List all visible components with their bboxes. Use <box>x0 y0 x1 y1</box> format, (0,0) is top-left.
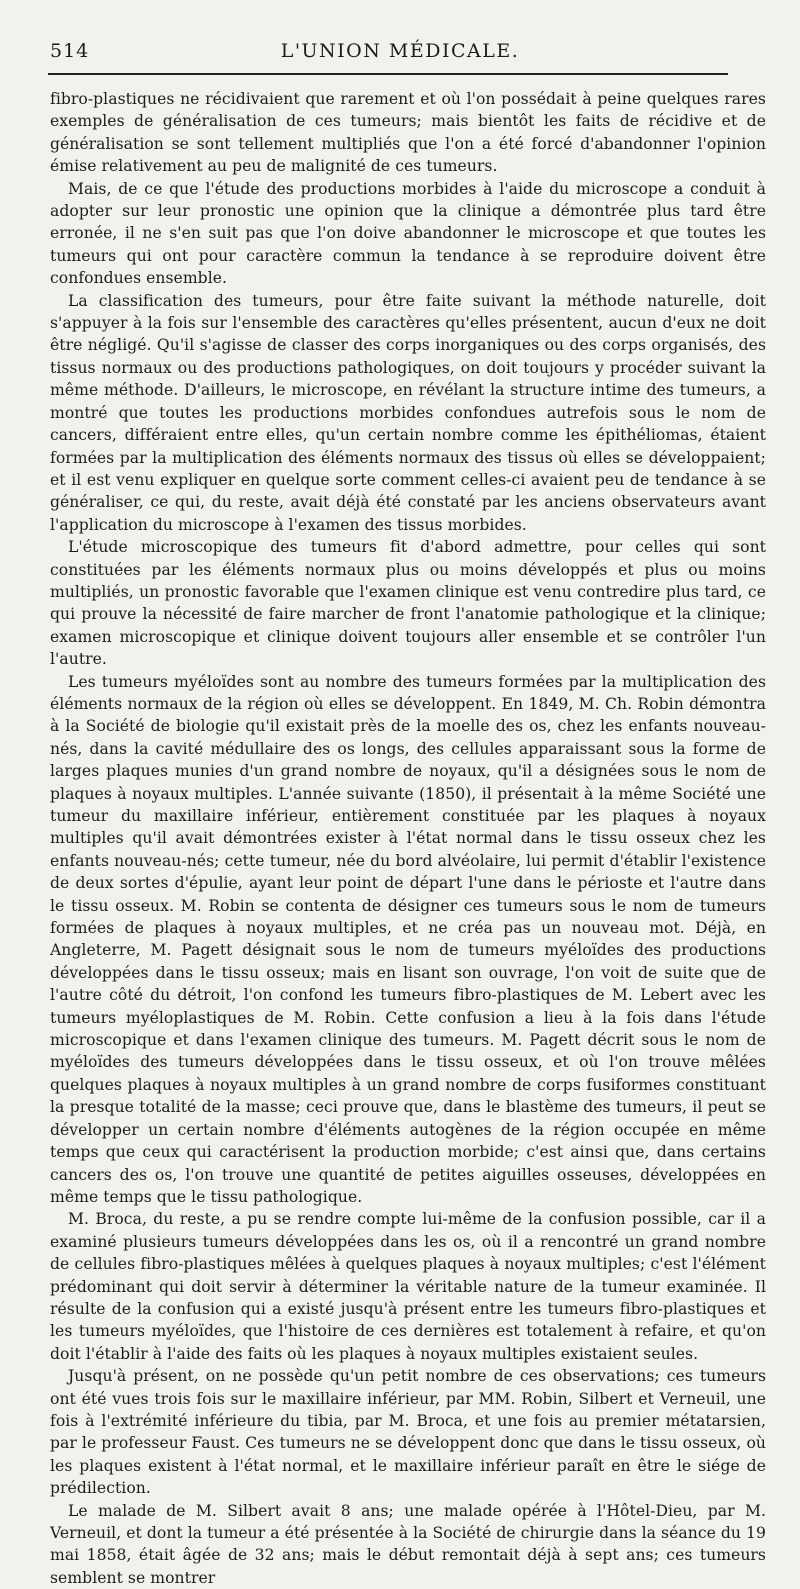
paragraph: Mais, de ce que l'étude des productions morbides à l'aide du microscope a conduit à adopter sur leur pronostic une opinion que la clinique a démontrée plus tard être erronée, il ne s'en suit pas que l'on doive abandonner le microscope et que toutes les tumeurs qui ont pour caractère commun la tendance à se reproduire doivent être confondues ensemble. <box>50 179 766 288</box>
page-number: 514 <box>50 40 90 62</box>
header-rule <box>48 73 728 75</box>
paragraph: Le malade de M. Silbert avait 8 ans; une malade opérée à l'Hôtel-Dieu, par M. Verneuil, et dont la tumeur a été présentée à la Société de chirurgie dans la séance du 19 mai 1858, était âgée de 32 ans; mais le début remontait déjà à sept ans; ces tumeurs semblent se montrer <box>50 1501 766 1587</box>
article-body <box>50 88 766 1589</box>
paragraph: Les tumeurs myéloïdes sont au nombre des tumeurs formées par la multiplication des éléments normaux de la région où elles se développent. En 1849, M. Ch. Robin démontra à la Société de biologie qu'il existait près de la moelle des os, chez les enfants nouveau-nés, dans la cavité médullaire des os longs, des cellules apparaissant sous la forme de larges plaques munies d'un grand nombre de noyaux, qu'il a désignées sous le nom de plaques à noyaux multiples. L'année suivante (1850), il présentait à la même Société une tumeur du maxillaire inférieur, entièrement constituée par les plaques à noyaux multiples qu'il avait démontrées exister à l'état normal dans le tissu osseux chez les enfants nouveau-nés; cette tumeur, née du bord alvéolaire, lui permit d'établir l'existence de deux sortes d'épulie, ayant leur point de départ l'une dans le périoste et l'autre dans le tissu osseux. M. Robin se contenta de désigner ces tumeurs sous le nom de tumeurs formées de plaques à noyaux multiples, et ne créa pas un nouveau mot. Déjà, en Angleterre, M. Pagett désignait sous le nom de tumeurs myéloïdes des productions développées dans le tissu osseux; mais en lisant son ouvrage, l'on voit de suite que de l'autre côté du détroit, l'on confond les tumeurs fibro-plastiques de M. Lebert avec les tumeurs myéloplastiques de M. Robin. Cette confusion a lieu à la fois dans l'étude microscopique et dans l'examen clinique des tumeurs. M. Pagett décrit sous le nom de myéloïdes des tumeurs développées dans le tissu osseux, et où l'on trouve mêlées quelques plaques à noyaux multiples à un grand nombre de corps fusiformes constituant la presque totalité de la masse; ceci prouve que, dans le blastème des tumeurs, il peut se développer un certain nombre d'éléments autogènes de la région occupée en même temps que ceux qui caractérisent la production morbide; c'est ainsi que, dans certains cancers des os, l'on trouve une quantité de petites aiguilles osseuses, développées en même temps que le tissu pathologique. <box>50 672 766 1206</box>
paragraph: Jusqu'à présent, on ne possède qu'un petit nombre de ces observations; ces tumeurs ont été vues trois fois sur le maxillaire inférieur, par MM. Robin, Silbert et Verneuil, une fois à l'extrémité inférieure du tibia, par M. Broca, et une fois au premier métatarsien, par le professeur Faust. Ces tumeurs ne se développent donc que dans le tissu osseux, où les plaques existent à l'état normal, et le maxillaire inférieur paraît en être le siége de prédilection. <box>50 1367 766 1498</box>
running-header <box>50 36 750 66</box>
journal-title: L'UNION MÉDICALE. <box>280 40 520 62</box>
paragraph: L'étude microscopique des tumeurs fit d'abord admettre, pour celles qui sont constituées par les éléments normaux plus ou moins développés et plus ou moins multipliés, un pronostic favorable que l'examen clinique est venu contredire plus tard, ce qui prouve la nécessité de faire marcher de front l'anatomie pathologique et la clinique; examen microscopique et clinique doivent toujours aller ensemble et se contrôler l'un l'autre. <box>50 538 766 669</box>
paragraph: M. Broca, du reste, a pu se rendre compte lui-même de la confusion possible, car il a examiné plusieurs tumeurs développées dans les os, où il a rencontré un grand nombre de cellules fibro-plastiques mêlées à quelques plaques à noyaux multiples; c'est l'élément prédominant qui doit servir à déterminer la véritable nature de la tumeur examinée. Il résulte de la confusion qui a existé jusqu'à présent entre les tumeurs fibro-plastiques et les tumeurs myéloïdes, que l'histoire de ces dernières est totalement à refaire, et qu'on doit l'établir à l'aide des faits où les plaques à noyaux multiples existaient seules. <box>50 1210 766 1363</box>
paragraph: fibro-plastiques ne récidivaient que rarement et où l'on possédait à peine quelques rares exemples de généralisation de ces tumeurs; mais bientôt les faits de récidive et de généralisation se sont tellement multipliés que l'on a été forcé d'abandonner l'opinion émise relativement au peu de malignité de ces tumeurs. <box>50 90 766 176</box>
paragraph: La classification des tumeurs, pour être faite suivant la méthode naturelle, doit s'appuyer à la fois sur l'ensemble des caractères qu'elles présentent, aucun d'eux ne doit être négligé. Qu'il s'agisse de classer des corps inorganiques ou des corps organisés, des tissus normaux ou des productions pathologiques, on doit toujours y procéder suivant la même méthode. D'ailleurs, le microscope, en révélant la structure intime des tumeurs, a montré que toutes les productions morbides confondues autrefois sous le nom de cancers, différaient entre elles, qu'un certain nombre comme les épithéliomas, étaient formées par la multiplication des éléments normaux des tissus où elles se développaient; et il est venu expliquer en quelque sorte comment celles-ci avaient peu de tendance à se généraliser, ce qui, du reste, avait déjà été constaté par les anciens observateurs avant l'application du microscope à l'examen des tissus morbides. <box>50 291 766 534</box>
